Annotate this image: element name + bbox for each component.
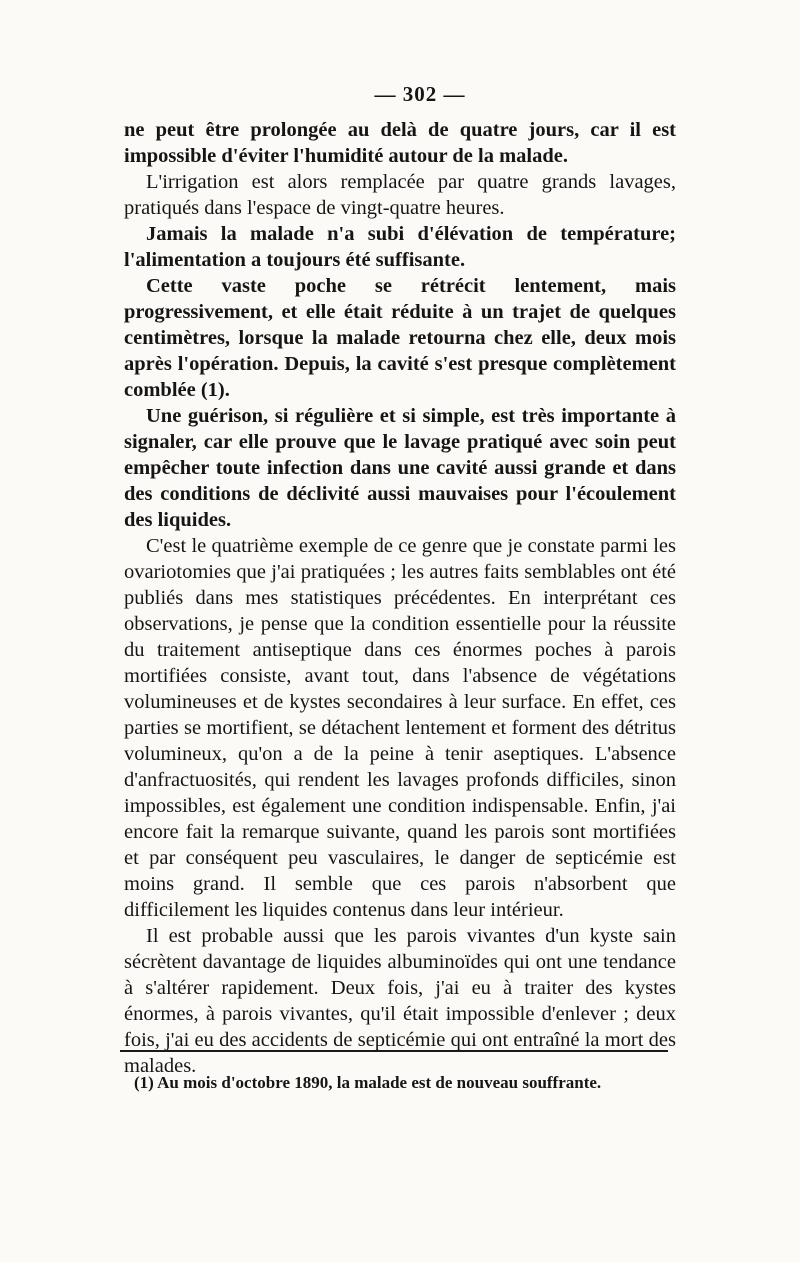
footnote-rule [120, 1050, 668, 1052]
paragraph-6: C'est le quatrième exemple de ce genre que je constate parmi les ovariotomies que j'ai pratiquées ; les autres faits semblables ont été publiés dans mes statistiques précédentes. En interprétant ces observations, je pense que la condition essentielle pour la réussite du traitement antiseptique dans ces énormes poches à parois mortifiées consiste, avant tout, dans l'absence de végétations volumineuses et de kystes secondaires à leur surface. En effet, ces parties se mortifient, se détachent lentement et forment des détritus volumineux, qu'on a de la peine à tenir aseptiques. L'absence d'anfractuosités, qui rendent les lavages profonds difficiles, sinon impossibles, est également une condition indispensable. Enfin, j'ai encore fait la remarque suivante, quand les parois sont mortifiées et par conséquent peu vasculaires, le danger de septicémie est moins grand. Il semble que ces parois n'absorbent que difficilement les liquides contenus dans leur intérieur. [124, 535, 676, 921]
body-text [124, 117, 676, 1079]
footnote: (1) Au mois d'octobre 1890, la malade est de nouveau souffrante. [134, 1073, 602, 1092]
paragraph-3: Jamais la malade n'a subi d'élévation de température; l'alimentation a toujours été suffisante. [124, 223, 676, 271]
paragraph-2: L'irrigation est alors remplacée par quatre grands lavages, pratiqués dans l'espace de vingt-quatre heures. [124, 171, 676, 219]
page-content [124, 82, 676, 1079]
paragraph-4: Cette vaste poche se rétrécit lentement, mais progressivement, et elle était réduite à un trajet de quelques centimètres, lorsque la malade retourna chez elle, deux mois après l'opération. Depuis, la cavité s'est presque complètement comblée (1). [124, 275, 676, 401]
paragraph-7: Il est probable aussi que les parois vivantes d'un kyste sain sécrètent davantage de liquides albuminoïdes qui ont une tendance à s'altérer rapidement. Deux fois, j'ai eu à traiter des kystes énormes, à parois vivantes, qu'il était impossible d'enlever ; deux fois, j'ai eu des accidents de septicémie qui ont entraîné la mort des malades. [124, 925, 676, 1077]
page-number: — 302 — [374, 82, 466, 106]
paragraph-1: ne peut être prolongée au delà de quatre jours, car il est impossible d'éviter l'humidité autour de la malade. [124, 119, 676, 167]
paragraph-5: Une guérison, si régulière et si simple, est très importante à signaler, car elle prouve que le lavage pratiqué avec soin peut empêcher toute infection dans une cavité aussi grande et dans des conditions de déclivité aussi mauvaises pour l'écoulement des liquides. [124, 405, 676, 531]
